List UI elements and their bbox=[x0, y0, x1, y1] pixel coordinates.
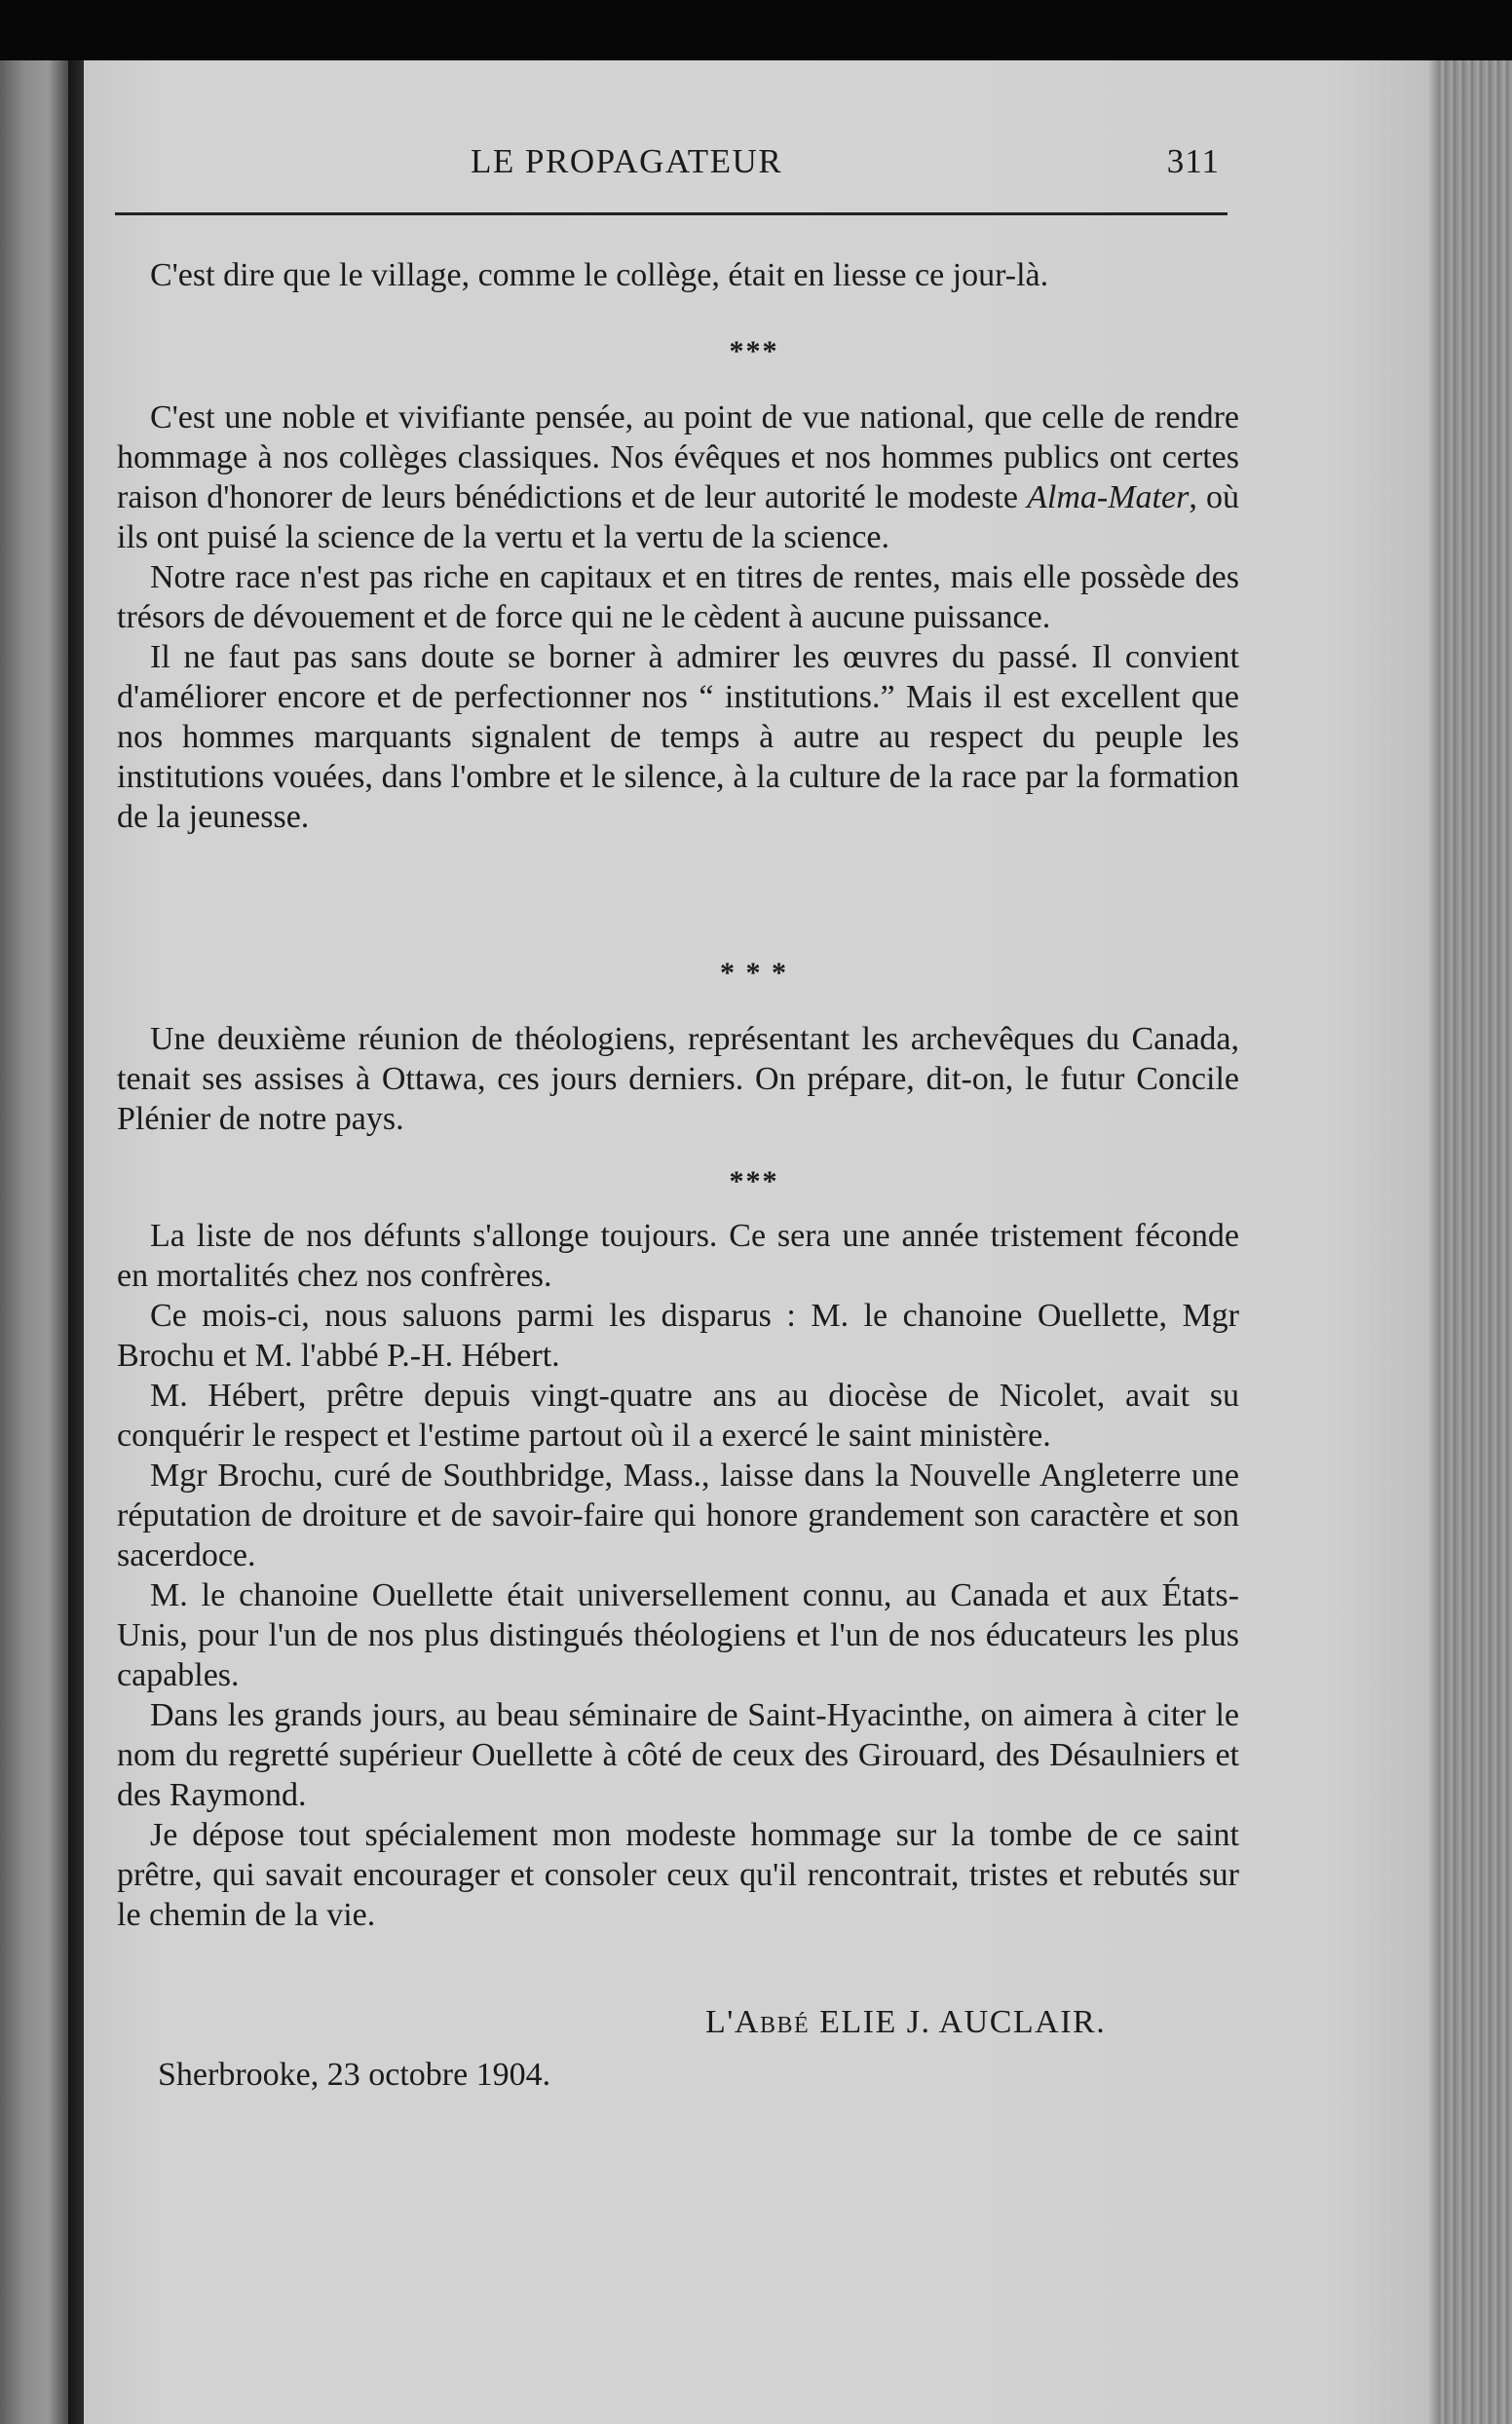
dateline: Sherbrooke, 23 octobre 1904. bbox=[158, 2057, 551, 2093]
header-rule bbox=[115, 212, 1228, 215]
section-theologians bbox=[117, 1019, 1239, 1139]
section-obituaries bbox=[117, 1216, 1239, 1935]
paragraph-text: C'est une noble et vivifiante pensée, au point de vue national, que celle de rendre hommage à nos collèges classiques. Nos évêques et nos hommes publics ont certes raison d'honorer de leurs bénédictions et de leur autorité le modeste bbox=[117, 399, 1239, 515]
page-number: 311 bbox=[1166, 142, 1220, 180]
page bbox=[84, 60, 1440, 2424]
section-separator: *** bbox=[729, 335, 779, 367]
paragraph: Notre race n'est pas riche en capitaux et en titres de rentes, mais elle possède des trésors de dévouement et de force qui ne le cèdent à aucune puissance. bbox=[117, 559, 1239, 635]
paragraph: M. le chanoine Ouellette était universellement connu, au Canada et aux États-Unis, pour l'un de nos plus distingués théologiens et l'un de nos éducateurs les plus capables. bbox=[117, 1577, 1239, 1693]
italic-term: Alma-Mater bbox=[1027, 479, 1190, 515]
running-head bbox=[115, 142, 1229, 185]
previous-page-edge bbox=[0, 60, 68, 2424]
book-gutter bbox=[68, 60, 84, 2424]
paragraph: M. Hébert, prêtre depuis vingt-quatre ans au diocèse de Nicolet, avait su conquérir le respect et l'estime partout où il a exercé le saint ministère. bbox=[117, 1378, 1239, 1454]
section-separator: * * * bbox=[720, 957, 788, 989]
signature-name: ELIE J. AUCLAIR. bbox=[819, 2004, 1107, 2040]
page-stack-edge bbox=[1440, 60, 1512, 2424]
paragraph: Mgr Brochu, curé de Southbridge, Mass., laisse dans la Nouvelle Angleterre une réputation de droiture et de savoir-faire qui honore grandement son caractère et son sacerdoce. bbox=[117, 1458, 1239, 1573]
paragraph bbox=[117, 398, 1239, 557]
scan-border-top bbox=[0, 0, 1512, 60]
section-separator: *** bbox=[729, 1165, 779, 1197]
section-colleges bbox=[117, 398, 1239, 837]
paragraph-text: , où ils ont puisé la science de la vertu et la vertu de la science. bbox=[117, 479, 1240, 555]
paragraph: Dans les grands jours, au beau séminaire de Saint-Hyacinthe, on aimera à citer le nom du regretté supérieur Ouellette à côté de ceux des Girouard, des Désaulniers et des Raymond. bbox=[117, 1697, 1239, 1813]
signature-prefix: L'Abbé bbox=[705, 2004, 811, 2040]
paragraph: Je dépose tout spécialement mon modeste hommage sur la tombe de ce saint prêtre, qui savait encourager et consoler ceux qu'il rencontrait, tristes et rebutés sur le chemin de la vie. bbox=[117, 1817, 1239, 1933]
paragraph: La liste de nos défunts s'allonge toujours. Ce sera une année tristement féconde en mortalités chez nos confrères. bbox=[117, 1218, 1239, 1294]
running-title: LE PROPAGATEUR bbox=[471, 142, 783, 180]
signature bbox=[705, 2004, 1106, 2041]
paragraph: Ce mois-ci, nous saluons parmi les disparus : M. le chanoine Ouellette, Mgr Brochu et M. l'abbé P.-H. Hébert. bbox=[117, 1298, 1239, 1374]
paragraph: Il ne faut pas sans doute se borner à admirer les œuvres du passé. Il convient d'améliorer encore et de perfectionner nos “ institutions.” Mais il est excellent que nos hommes marquants signalent de temps à autre au respect du peuple les institutions vouées, dans l'ombre et le silence, à la culture de la race par la formation de la jeunesse. bbox=[117, 639, 1239, 835]
section-village bbox=[117, 255, 1239, 295]
paragraph: Une deuxième réunion de théologiens, représentant les archevêques du Canada, tenait ses assises à Ottawa, ces jours derniers. On prépare, dit-on, le futur Concile Plénier de notre pays. bbox=[117, 1021, 1239, 1137]
paragraph: C'est dire que le village, comme le collège, était en liesse ce jour-là. bbox=[150, 257, 1049, 293]
